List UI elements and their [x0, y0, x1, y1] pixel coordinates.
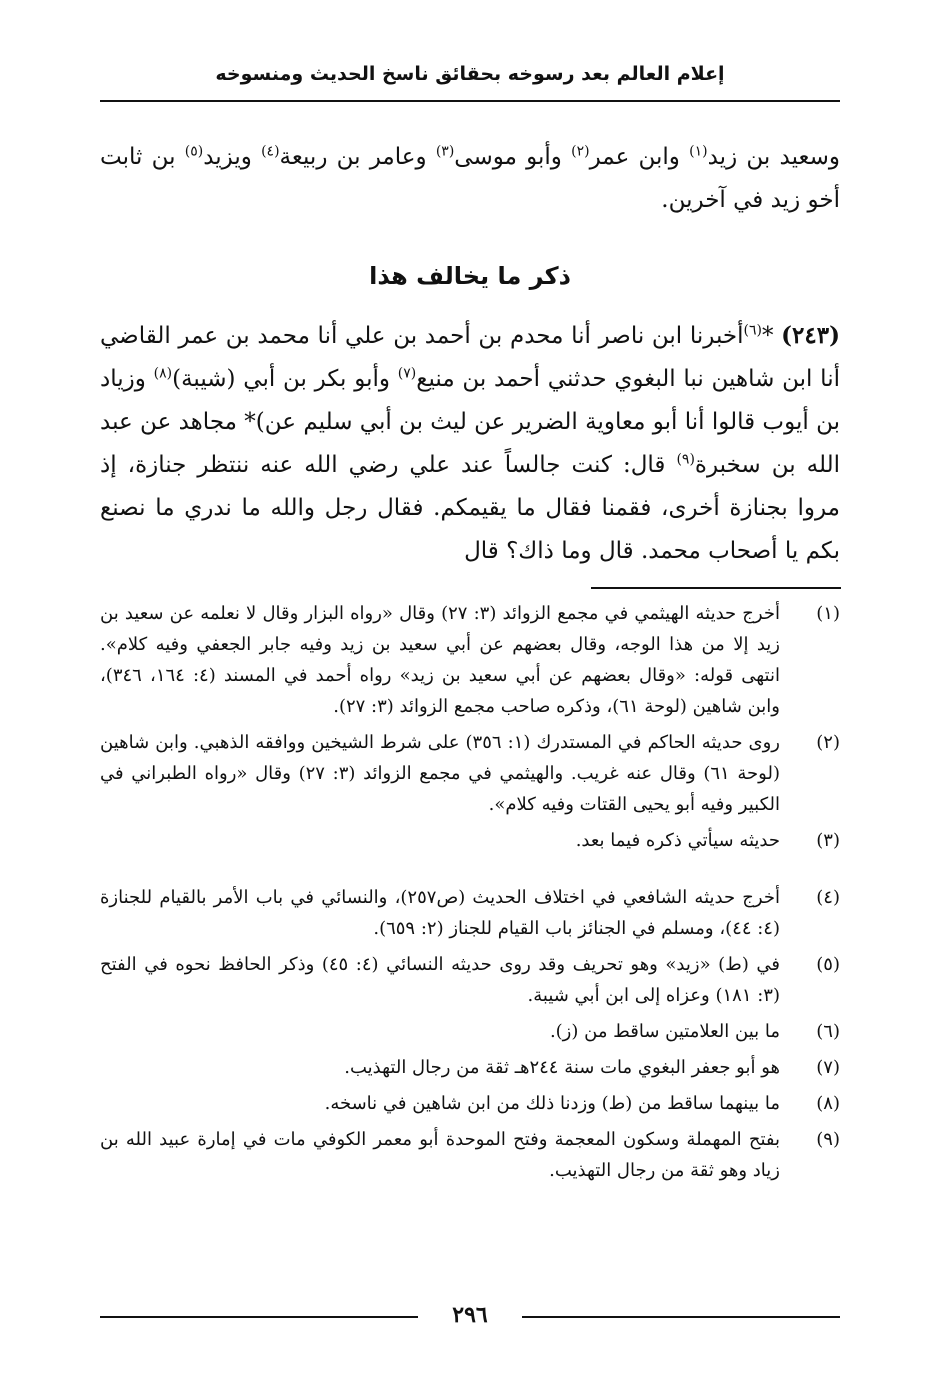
footnote-number: (٢)	[816, 732, 840, 753]
footnote-ref-9[interactable]: (٩)	[676, 451, 695, 468]
page-number: ٢٩٦	[452, 1302, 488, 1328]
footnote-number: (٥)	[816, 954, 840, 975]
footnote-item	[100, 1052, 840, 1083]
footnote-ref-8[interactable]: (٨)	[153, 365, 173, 382]
text-run: قال: كنت جالساً عند علي رضي الله عنه ننتظر جنازة، إذ مروا بجنازة أخرى، فقمنا فقال ما يقيمكم. فقال رجل والله ما ندري ما نصنع بكم يا أصحاب محمد. قال وما ذاك؟ قال	[100, 452, 840, 564]
footnote-item	[100, 727, 840, 820]
hadith-paragraph	[100, 314, 840, 573]
running-header: إعلام العالم بعد رسوخه بحقائق ناسخ الحديث ومنسوخه	[215, 63, 725, 85]
header-rule	[100, 100, 840, 102]
footnote-text: في (ط) «زيد» وهو تحريف وقد روى حديثه النسائي (٤: ٤٥) وذكر الحافظ نحوه في الفتح (٣: ١٨١) وعزاه إلى ابن أبي شيبة.	[100, 954, 780, 1006]
footnote-item	[100, 882, 840, 944]
footnote-text: حديثه سيأتي ذكره فيما بعد.	[575, 830, 780, 851]
footnote-separator	[591, 587, 841, 589]
footnote-ref-5[interactable]: (٥)	[184, 143, 204, 160]
footnote-item	[100, 1088, 840, 1119]
footnote-ref-7[interactable]: (٧)	[397, 365, 417, 382]
text-run: *	[761, 323, 782, 349]
footnote-text: ما بينهما ساقط من (ط) وزدنا ذلك من ابن شاهين في ناسخه.	[324, 1093, 780, 1114]
footnote-item	[100, 825, 840, 856]
text-run: وأبو موسى	[454, 144, 572, 170]
footnote-number: (٦)	[816, 1021, 840, 1042]
footnote-item	[100, 1124, 840, 1186]
footnote-text: بفتح المهملة وسكون المعجمة وفتح الموحدة أبو معمر الكوفي مات في إمارة عبيد الله بن زياد وهو ثقة من رجال التهذيب.	[100, 1129, 780, 1181]
footnote-ref-6[interactable]: (٦)	[743, 322, 762, 339]
text-run: بن ثابت أخو زيد في آخرين.	[100, 144, 840, 213]
section-heading: ذكر ما يخالف هذا	[369, 262, 571, 290]
footnote-number: (٨)	[816, 1093, 840, 1114]
text-run: أخبرنا ابن ناصر أنا محدم بن أحمد بن علي أنا محمد بن عمر القاضي أنا ابن شاهين نبا البغوي حدثني أحمد بن منيع	[100, 323, 840, 392]
footnotes-list	[100, 598, 840, 1191]
footnote-item	[100, 598, 840, 722]
footnote-ref-4[interactable]: (٤)	[261, 143, 280, 160]
text-run: ويزيد	[203, 144, 262, 170]
text-run: وأبو بكر بن أبي (شيبة)	[172, 366, 398, 392]
hadith-number: (٢٤٣)	[781, 322, 840, 349]
text-run: وسعيد بن زيد	[707, 144, 841, 170]
footnote-text: أخرج حديثه الشافعي في اختلاف الحديث (ص٢٥٧)، والنسائي في باب الأمر بالقيام للجنازة (٤: ٤٤)، ومسلم في الجنائز باب القيام للجناز (٢: ٦٥٩).	[100, 887, 780, 939]
footnote-text: أخرج حديثه الهيثمي في مجمع الزوائد (٣: ٢٧) وقال «رواه البزار وقال لا نعلمه عن سعيد بن زيد إلا من هذا الوجه، وقال بعضهم عن أبي سعيد بن زيد وفيه جابر الجعفي وفيه كلام». انتهى قوله: «وقال بعضهم عن أبي سعيد بن زيد» رواه أحمد في المسند (٤: ١٦٤، ٣٤٦)، وابن شاهين (لوحة ٦١)، وذكره صاحب مجمع الزوائد (٣: ٢٧).	[100, 603, 780, 717]
text-run: وابن عمر	[589, 144, 690, 170]
footnote-ref-2[interactable]: (٢)	[571, 143, 590, 160]
footnote-number: (٤)	[816, 887, 840, 908]
footnote-number: (١)	[816, 603, 840, 624]
footnote-number: (٧)	[816, 1057, 840, 1078]
footnote-text: روى حديثه الحاكم في المستدرك (١: ٣٥٦) على شرط الشيخين ووافقه الذهبي. وابن شاهين (لوحة ٦١) وقال عنه غريب. والهيثمي في مجمع الزوائد (٣: ٢٧) وقال «رواه الطبراني في الكبير وفيه أبو يحيى القتات وفيه كلام».	[100, 732, 780, 815]
footnote-ref-1[interactable]: (١)	[689, 143, 708, 160]
footnote-text: ما بين العلامتين ساقط من (ز).	[549, 1021, 780, 1042]
footnote-number: (٣)	[816, 830, 840, 851]
footnote-item	[100, 949, 840, 1011]
text-run: وعامر بن ربيعة	[279, 144, 436, 170]
footer-rule-left	[100, 1316, 418, 1318]
footnote-item	[100, 1016, 840, 1047]
footnote-ref-3[interactable]: (٣)	[435, 143, 455, 160]
footnote-text: هو أبو جعفر البغوي مات سنة ٢٤٤هـ ثقة من رجال التهذيب.	[344, 1057, 780, 1078]
paragraph-continuation	[100, 136, 840, 222]
text-run: وزياد بن أيوب قالوا أنا أبو معاوية الضرير عن ليث بن أبي سليم عن)* مجاهد عن عبد الله بن سخبرة	[100, 366, 840, 478]
footnote-number: (٩)	[816, 1129, 840, 1150]
page-footer	[100, 1300, 840, 1330]
